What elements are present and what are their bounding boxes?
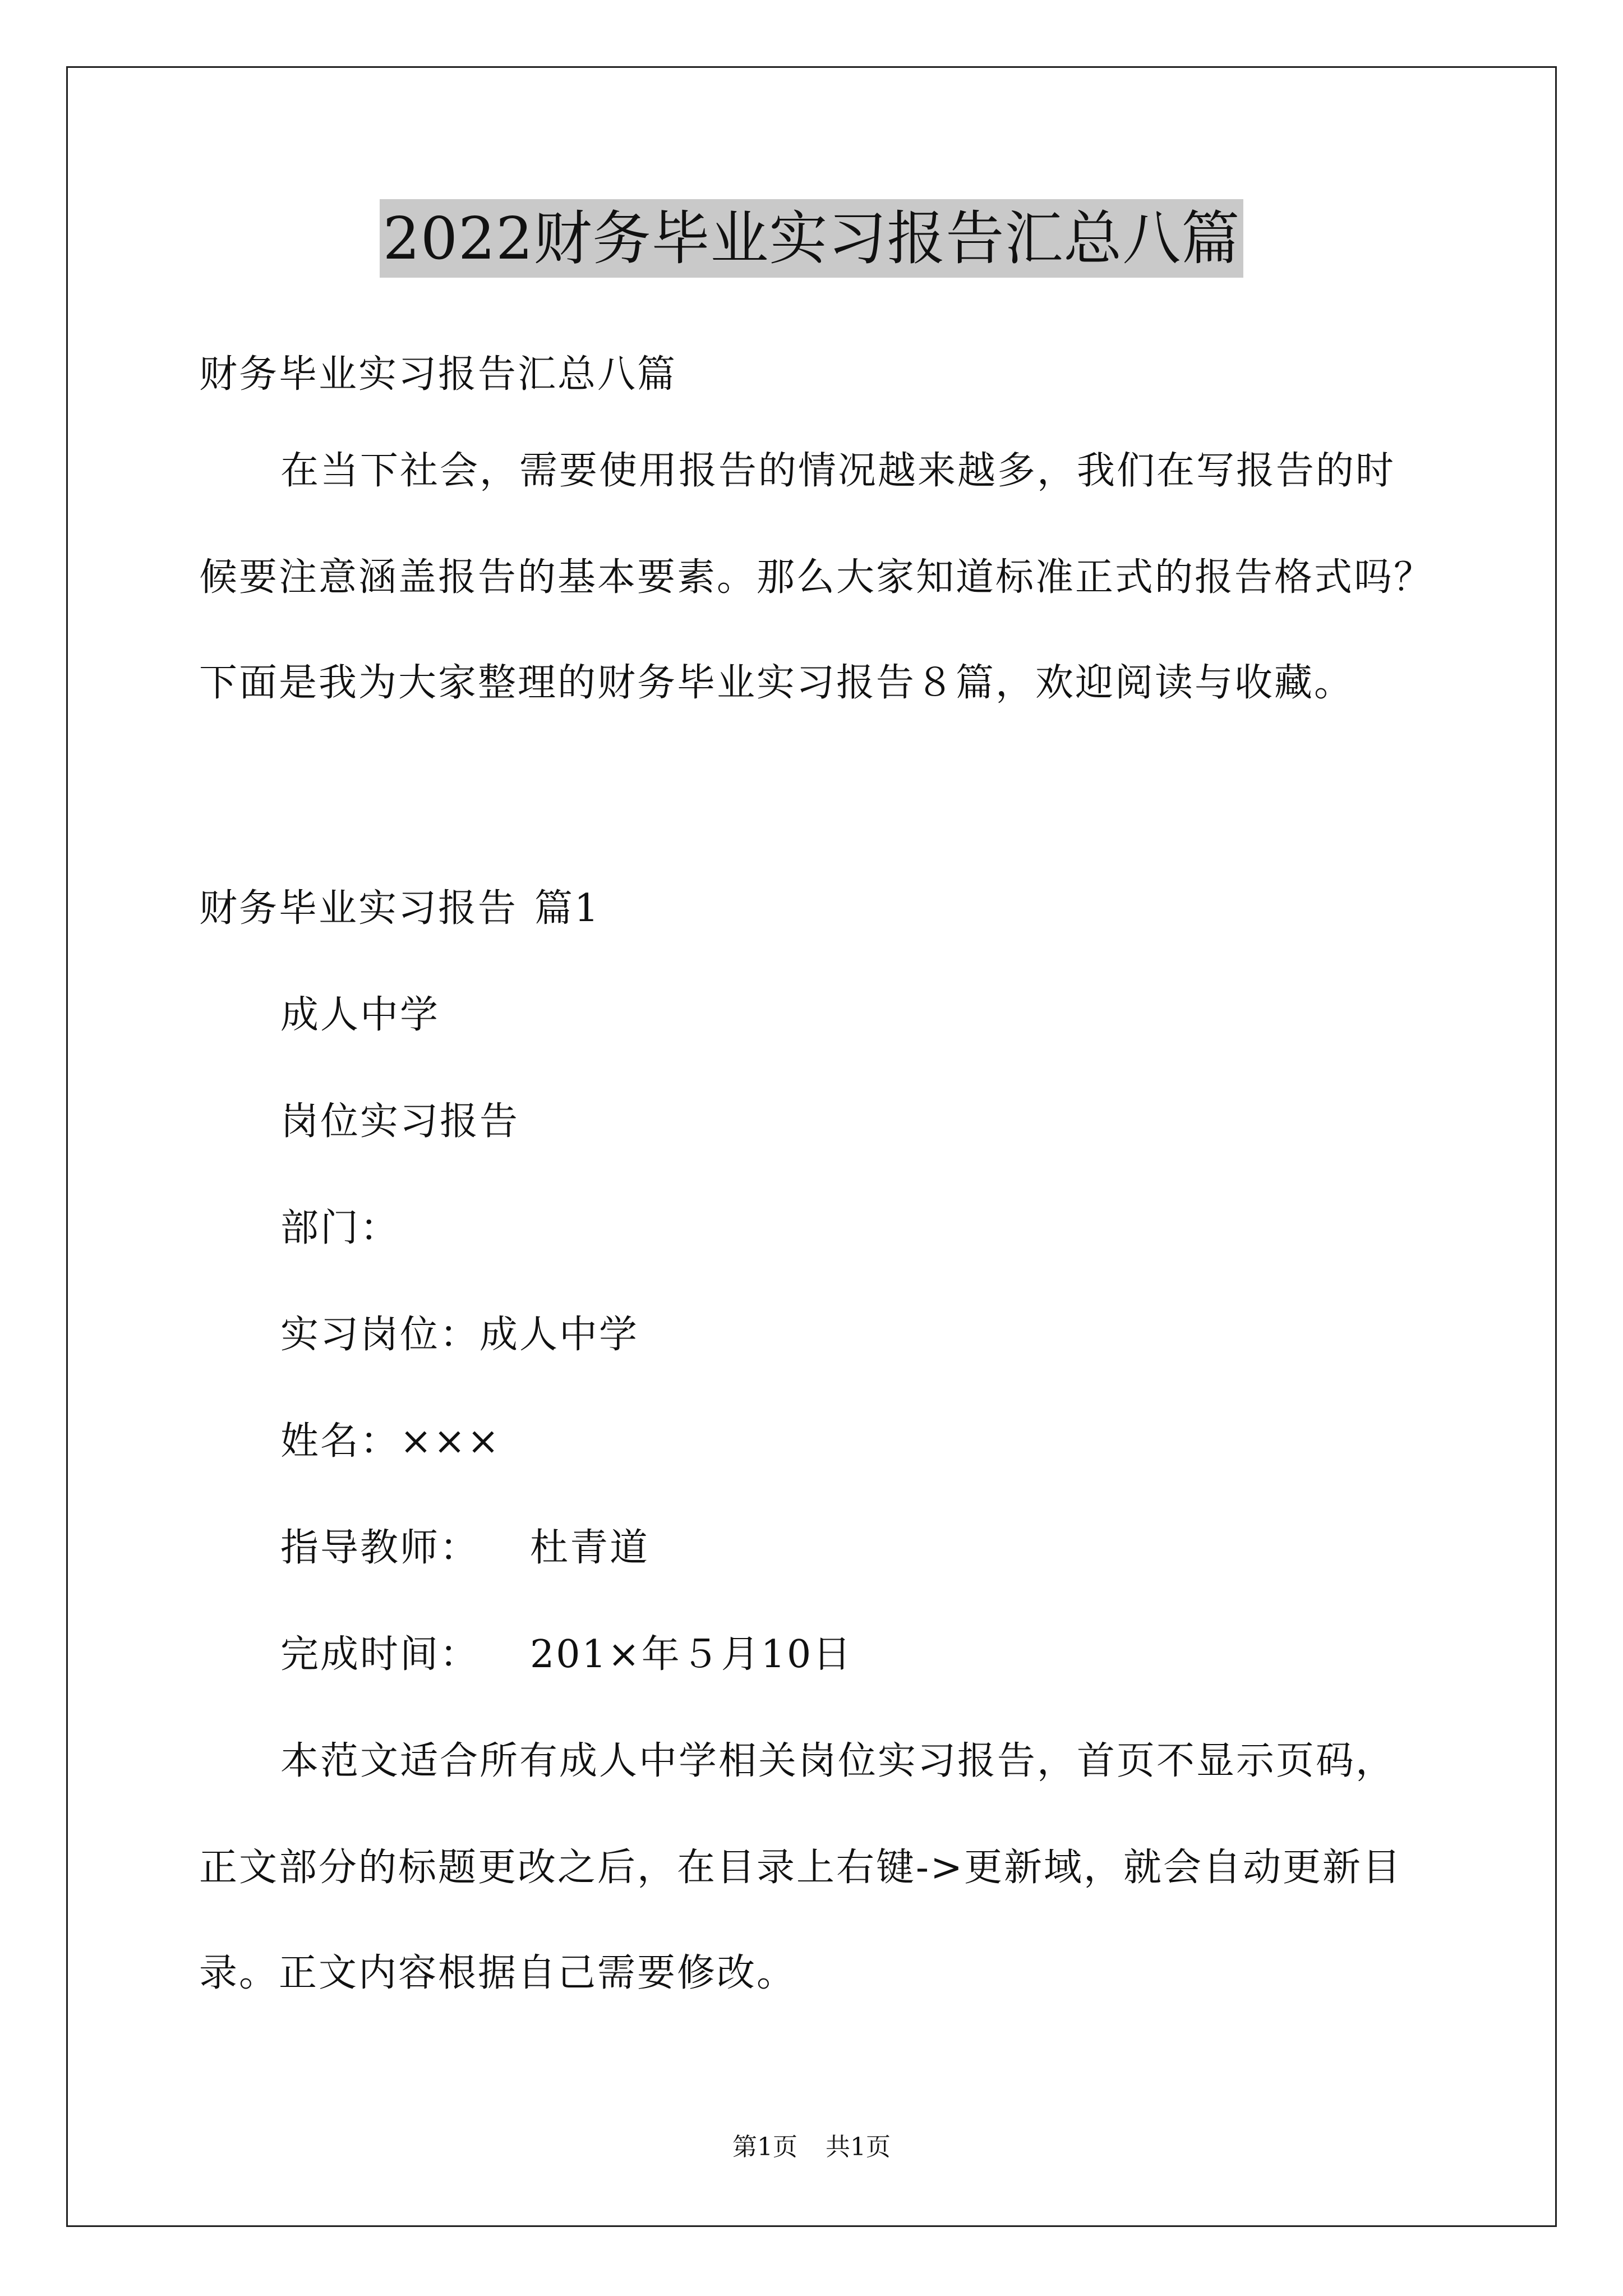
department-label: 部门： bbox=[280, 1206, 400, 1250]
time-label: 完成时间： bbox=[280, 1632, 480, 1677]
footer-page-current: 第1页 bbox=[732, 2133, 797, 2161]
intro-line-1: 在当下社会，需要使用报告的情况越来越多，我们在写报告的时 bbox=[280, 449, 1396, 493]
section-heading-number: 篇1 bbox=[534, 886, 601, 931]
time-line bbox=[280, 1632, 852, 1677]
time-value: 201×年５月10日 bbox=[530, 1632, 853, 1677]
name-label: 姓名： bbox=[280, 1419, 400, 1464]
document-subtitle: 财务毕业实习报告汇总八篇 bbox=[199, 352, 677, 397]
teacher-label: 指导教师： bbox=[280, 1526, 480, 1570]
section-heading-main: 财务毕业实习报告 bbox=[199, 886, 518, 931]
intro-line-3: 下面是我为大家整理的财务毕业实习报告８篇，欢迎阅读与收藏。 bbox=[199, 661, 1354, 705]
page-footer bbox=[0, 2132, 1623, 2163]
document-title: 2022财务毕业实习报告汇总八篇 bbox=[380, 199, 1244, 278]
name-line bbox=[280, 1419, 501, 1464]
report-type-line: 岗位实习报告 bbox=[280, 1099, 520, 1144]
teacher-line bbox=[280, 1526, 649, 1571]
post-label: 实习岗位： bbox=[280, 1313, 480, 1357]
footer-page-total: 共1页 bbox=[826, 2133, 891, 2161]
teacher-value: 杜青道 bbox=[530, 1526, 650, 1570]
post-line bbox=[280, 1313, 639, 1358]
name-value: ××× bbox=[400, 1419, 501, 1464]
note-line-3: 录。正文内容根据自己需要修改。 bbox=[199, 1951, 797, 1995]
note-line-1: 本范文适合所有成人中学相关岗位实习报告，首页不显示页码， bbox=[280, 1739, 1396, 1783]
post-value: 成人中学 bbox=[479, 1313, 639, 1357]
school-line: 成人中学 bbox=[280, 993, 440, 1037]
note-line-2: 正文部分的标题更改之后，在目录上右键->更新域，就会自动更新目 bbox=[199, 1846, 1402, 1890]
title-container bbox=[0, 199, 1623, 278]
section-heading bbox=[199, 886, 600, 931]
intro-line-2: 候要注意涵盖报告的基本要素。那么大家知道标准正式的报告格式吗？ bbox=[199, 555, 1434, 600]
